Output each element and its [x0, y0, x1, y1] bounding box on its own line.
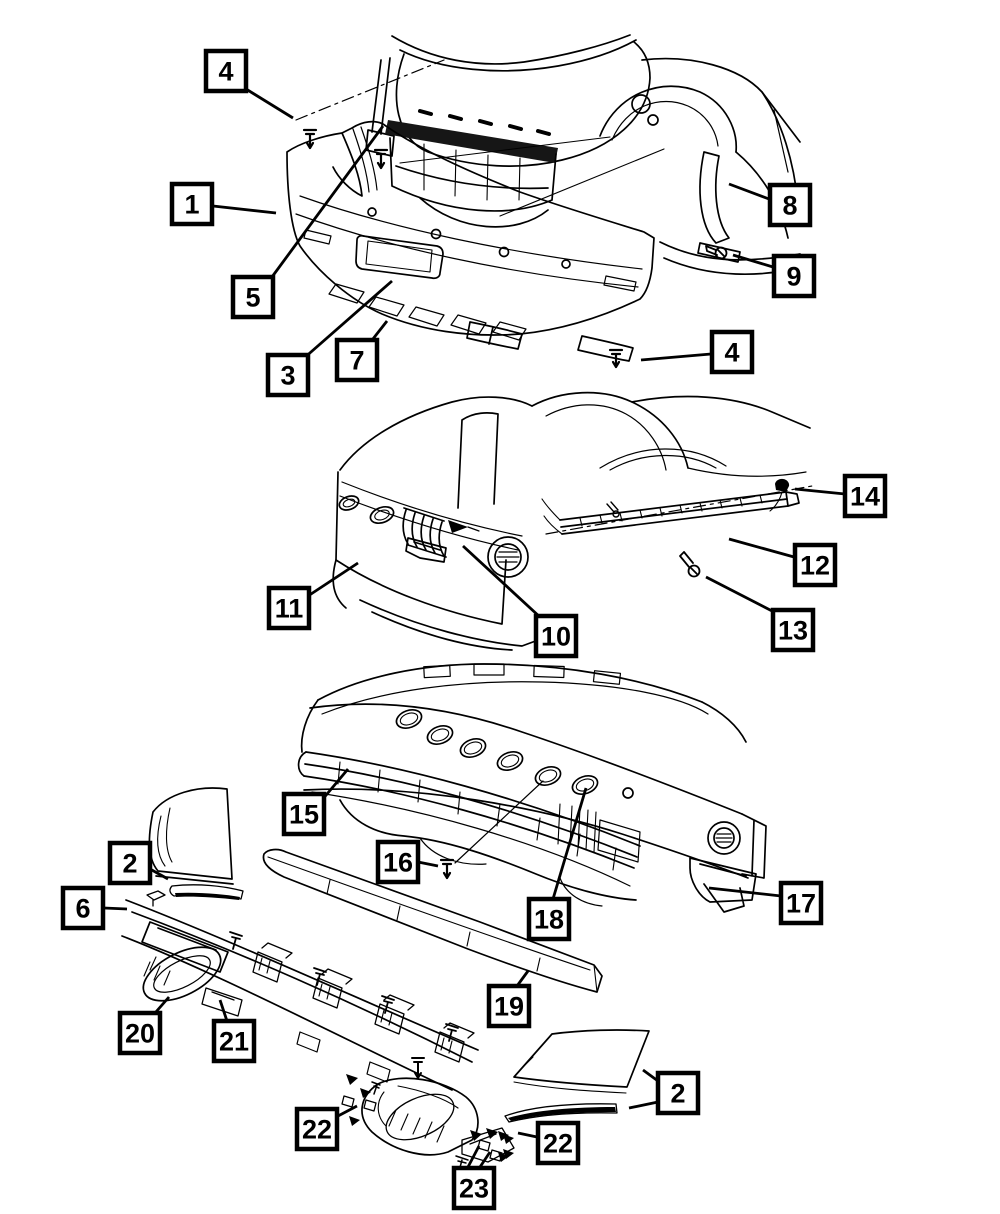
fascia-side-bracket — [700, 152, 729, 243]
callout-2-22 — [629, 1070, 698, 1113]
callout-label: 3 — [280, 360, 296, 391]
illustration-rear-view — [287, 35, 804, 367]
callout-label: 7 — [349, 345, 365, 376]
callout-label: 22 — [301, 1114, 333, 1145]
exhaust-cutout-right — [578, 336, 633, 361]
callout-label: 4 — [724, 337, 740, 368]
callout-label: 19 — [493, 991, 525, 1022]
illustration-body-panel — [299, 664, 766, 912]
callout-label: 9 — [786, 261, 802, 292]
callout-1-1 — [172, 184, 276, 224]
callout-leader-line — [729, 539, 794, 557]
callout-leader-line — [104, 908, 127, 909]
callout-label: 15 — [288, 799, 320, 830]
callout-label: 17 — [785, 888, 817, 919]
callout-leader-line — [729, 184, 769, 199]
corner-molding-left — [147, 788, 243, 906]
callout-leader-line — [308, 563, 358, 596]
callout-leader-line — [155, 997, 169, 1013]
callout-4-7 — [641, 332, 752, 372]
callout-12-9 — [729, 539, 835, 585]
screw-icon — [706, 246, 727, 259]
callout-leader-line — [246, 89, 293, 118]
callout-label: 16 — [382, 847, 414, 878]
callout-label: 8 — [782, 190, 798, 221]
callout-6-19 — [63, 888, 127, 928]
callout-15-13 — [284, 769, 348, 834]
callout-9-6 — [733, 255, 814, 296]
callout-label: 21 — [218, 1026, 250, 1057]
callout-label: 20 — [124, 1018, 156, 1049]
sill-rail — [560, 492, 788, 534]
callout-22-23 — [297, 1106, 357, 1149]
callout-leader-line — [518, 1133, 537, 1137]
callout-leader-line — [706, 577, 774, 612]
callout-label: 5 — [245, 282, 261, 313]
exhaust-bracket — [362, 1078, 514, 1162]
callout-label: 10 — [540, 621, 572, 652]
callout-leader-line — [629, 1102, 658, 1108]
screw-icon — [441, 860, 453, 878]
callout-label: 13 — [777, 615, 809, 646]
callout-leader-line — [213, 206, 276, 213]
callout-21-21 — [214, 1000, 254, 1061]
callout-label: 11 — [274, 593, 304, 624]
callout-leader-line — [641, 354, 711, 360]
callout-label: 2 — [670, 1078, 686, 1109]
callout-label: 18 — [533, 904, 565, 935]
callout-label: 2 — [122, 848, 138, 879]
screw-icon — [680, 552, 700, 577]
callout-label: 12 — [799, 550, 831, 581]
callout-leader-line — [269, 126, 383, 281]
callout-5-2 — [233, 126, 383, 317]
callout-19-17 — [489, 971, 529, 1026]
panel-end-bracket — [690, 858, 756, 912]
callout-leader-line — [418, 862, 438, 866]
callout-label: 1 — [184, 189, 200, 220]
push-pin-icons — [230, 932, 458, 1041]
callout-label: 6 — [75, 893, 91, 924]
callout-leader-line — [338, 1106, 357, 1116]
rear-fascia — [287, 122, 654, 335]
callout-23-25 — [454, 1146, 494, 1208]
callout-17-16 — [709, 883, 821, 923]
clip-icons-left — [342, 1074, 380, 1126]
callout-7-4 — [337, 321, 387, 380]
callout-8-5 — [729, 184, 810, 225]
callout-11-11 — [269, 563, 358, 628]
callout-leader-line — [795, 489, 845, 494]
callout-label: 14 — [849, 481, 881, 512]
callout-22-24 — [518, 1123, 578, 1163]
callout-20-20 — [120, 997, 169, 1053]
callout-label: 23 — [458, 1173, 490, 1204]
callout-14-8 — [795, 476, 885, 516]
callout-label: 22 — [542, 1128, 574, 1159]
callout-leader-line — [709, 888, 781, 896]
callout-label: 4 — [218, 56, 234, 87]
callout-4-0 — [206, 51, 293, 118]
illustration-frame-view — [333, 393, 812, 650]
callout-13-10 — [706, 577, 813, 650]
